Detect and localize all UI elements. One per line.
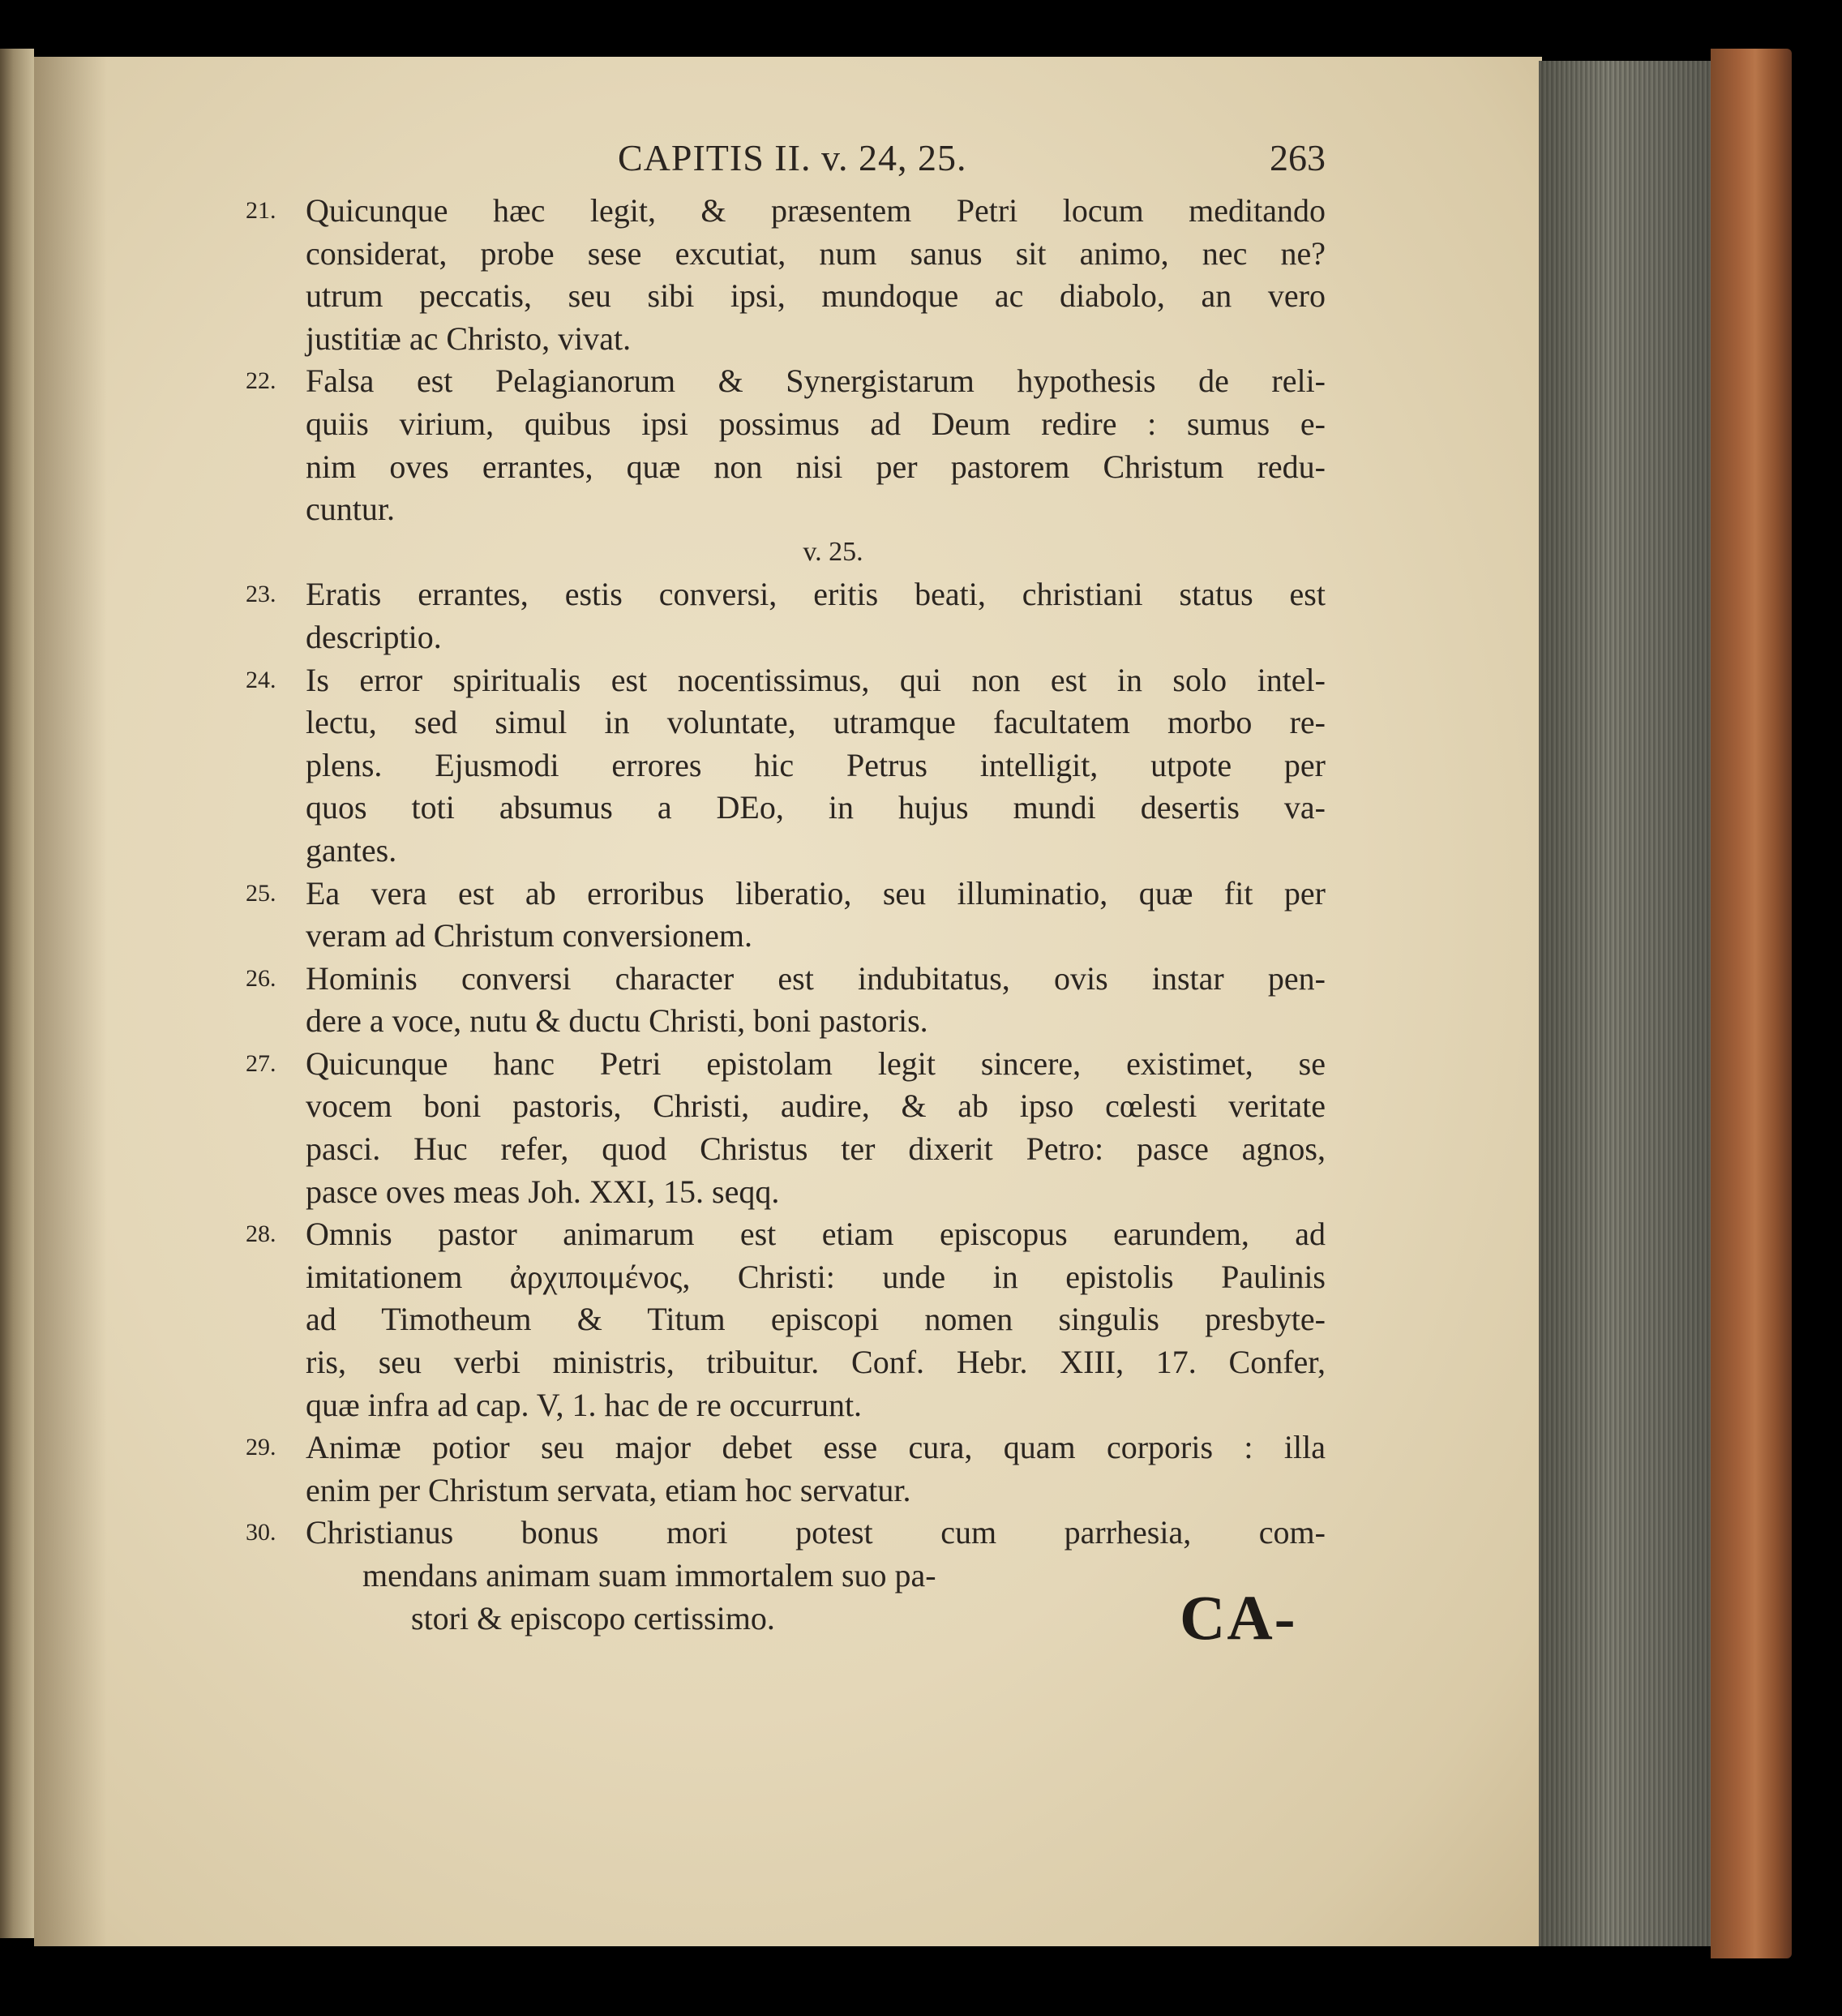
numbered-paragraph	[246, 873, 1326, 958]
paragraph-number: 30.	[246, 1519, 276, 1546]
paragraph-line: descriptio.	[306, 618, 442, 655]
paragraph-line: justitiæ ac Christo, vivat.	[306, 320, 632, 357]
numbered-paragraph	[246, 1426, 1326, 1512]
paragraph-number: 26.	[246, 964, 276, 992]
paragraph-line: plens. Ejusmodi errores hic Petrus intelligit, utpote per	[306, 746, 1326, 783]
paragraph-line: ris, seu verbi ministris, tribuitur. Conf. Hebr. XIII, 17. Confer,	[306, 1344, 1326, 1381]
numbered-paragraph	[246, 360, 1326, 530]
paragraph-line: vocem boni pastoris, Christi, audire, & ab ipso cœlesti veritate	[306, 1087, 1326, 1125]
paragraph-line: enim per Christum servata, etiam hoc servatur.	[306, 1471, 911, 1508]
paragraph-line: utrum peccatis, seu sibi ipsi, mundoque ac diabolo, an vero	[306, 277, 1326, 315]
paragraph-line: Ea vera est ab erroribus liberatio, seu illuminatio, quæ fit per	[306, 874, 1326, 911]
paragraph-line: ad Timotheum & Titum episcopi nomen singulis presbyte-	[306, 1301, 1326, 1338]
page-number: 263	[1270, 137, 1326, 178]
paragraph-line: cuntur.	[306, 491, 395, 528]
previous-page-edge	[0, 49, 34, 1938]
paragraph-number: 23.	[246, 581, 276, 608]
paragraph-line: Eratis errantes, estis conversi, eritis beati, christiani status est	[306, 576, 1326, 613]
paragraph-number: 22.	[246, 367, 276, 395]
paragraph-line: Is error spiritualis est nocentissimus, qui non est in solo intel-	[306, 661, 1326, 698]
paragraph-line: imitationem ἀρχιποιμένος, Christi: unde in epistolis Paulinis	[306, 1258, 1326, 1295]
paragraph-line: quos toti absumus a DEo, in hujus mundi desertis va-	[306, 789, 1326, 826]
fore-edge-shading	[1539, 61, 1713, 1946]
text-block	[246, 136, 1326, 1640]
numbered-paragraph	[246, 958, 1326, 1043]
paragraph-number: 25.	[246, 879, 276, 907]
paragraph-line: Animæ potior seu major debet esse cura, quam corporis : illa	[306, 1429, 1326, 1466]
numbered-paragraph	[246, 659, 1326, 873]
paragraph-number: 24.	[246, 666, 276, 693]
paragraphs-after-verse	[246, 573, 1326, 1640]
running-head	[276, 136, 1326, 190]
paragraph-number: 21.	[246, 197, 276, 224]
catchword: CA-	[1180, 1582, 1297, 1653]
paragraph-line: Omnis pastor animarum est etiam episcopus earundem, ad	[306, 1216, 1326, 1253]
paragraph-line: Quicunque hæc legit, & præsentem Petri locum meditando	[306, 192, 1326, 229]
leather-cover	[1711, 49, 1792, 1958]
paragraph-line: Quicunque hanc Petri epistolam legit sincere, existimet, se	[306, 1044, 1326, 1082]
paragraph-line: mendans animam suam immortalem suo pa-	[362, 1557, 936, 1593]
paragraph-line: Falsa est Pelagianorum & Synergistarum hypothesis de reli-	[306, 362, 1326, 400]
paragraph-line: pasci. Huc refer, quod Christus ter dixerit Petro: pasce agnos,	[306, 1130, 1326, 1168]
gutter-shadow	[34, 57, 107, 1946]
paragraph-line: Christianus bonus mori potest cum parrhesia, com-	[306, 1514, 1326, 1551]
paragraphs-before-verse	[246, 190, 1326, 531]
paragraph-line: pasce oves meas Joh. XXI, 15. seqq.	[306, 1173, 780, 1210]
paragraph-line: lectu, sed simul in voluntate, utramque facultatem morbo re-	[306, 704, 1326, 741]
paragraph-line: quæ infra ad cap. V, 1. hac de re occurrunt.	[306, 1386, 863, 1423]
numbered-paragraph	[246, 1213, 1326, 1426]
numbered-paragraph	[246, 190, 1326, 360]
paragraph-line: considerat, probe sese excutiat, num sanus sit animo, nec ne?	[306, 234, 1326, 272]
paragraph-line: nim oves errantes, quæ non nisi per pastorem Christum redu-	[306, 448, 1326, 485]
numbered-paragraph	[246, 573, 1326, 658]
running-head-title: CAPITIS II. v. 24, 25.	[618, 137, 967, 178]
numbered-paragraph	[246, 1043, 1326, 1213]
paragraph-number: 28.	[246, 1220, 276, 1248]
numbered-paragraph	[246, 1512, 1326, 1640]
paragraph-line: dere a voce, nutu & ductu Christi, boni pastoris.	[306, 1002, 928, 1040]
paragraph-line: stori & episcopo certissimo.	[411, 1599, 775, 1636]
paragraph-line: gantes.	[306, 831, 397, 869]
paragraph-line: veram ad Christum conversionem.	[306, 917, 752, 954]
paragraph-number: 29.	[246, 1434, 276, 1461]
verse-heading: v. 25.	[803, 536, 863, 567]
paragraph-line: Hominis conversi character est indubitatus, ovis instar pen-	[306, 959, 1326, 997]
paragraph-number: 27.	[246, 1049, 276, 1077]
paragraph-line: quiis virium, quibus ipsi possimus ad Deum redire : sumus e-	[306, 405, 1326, 442]
